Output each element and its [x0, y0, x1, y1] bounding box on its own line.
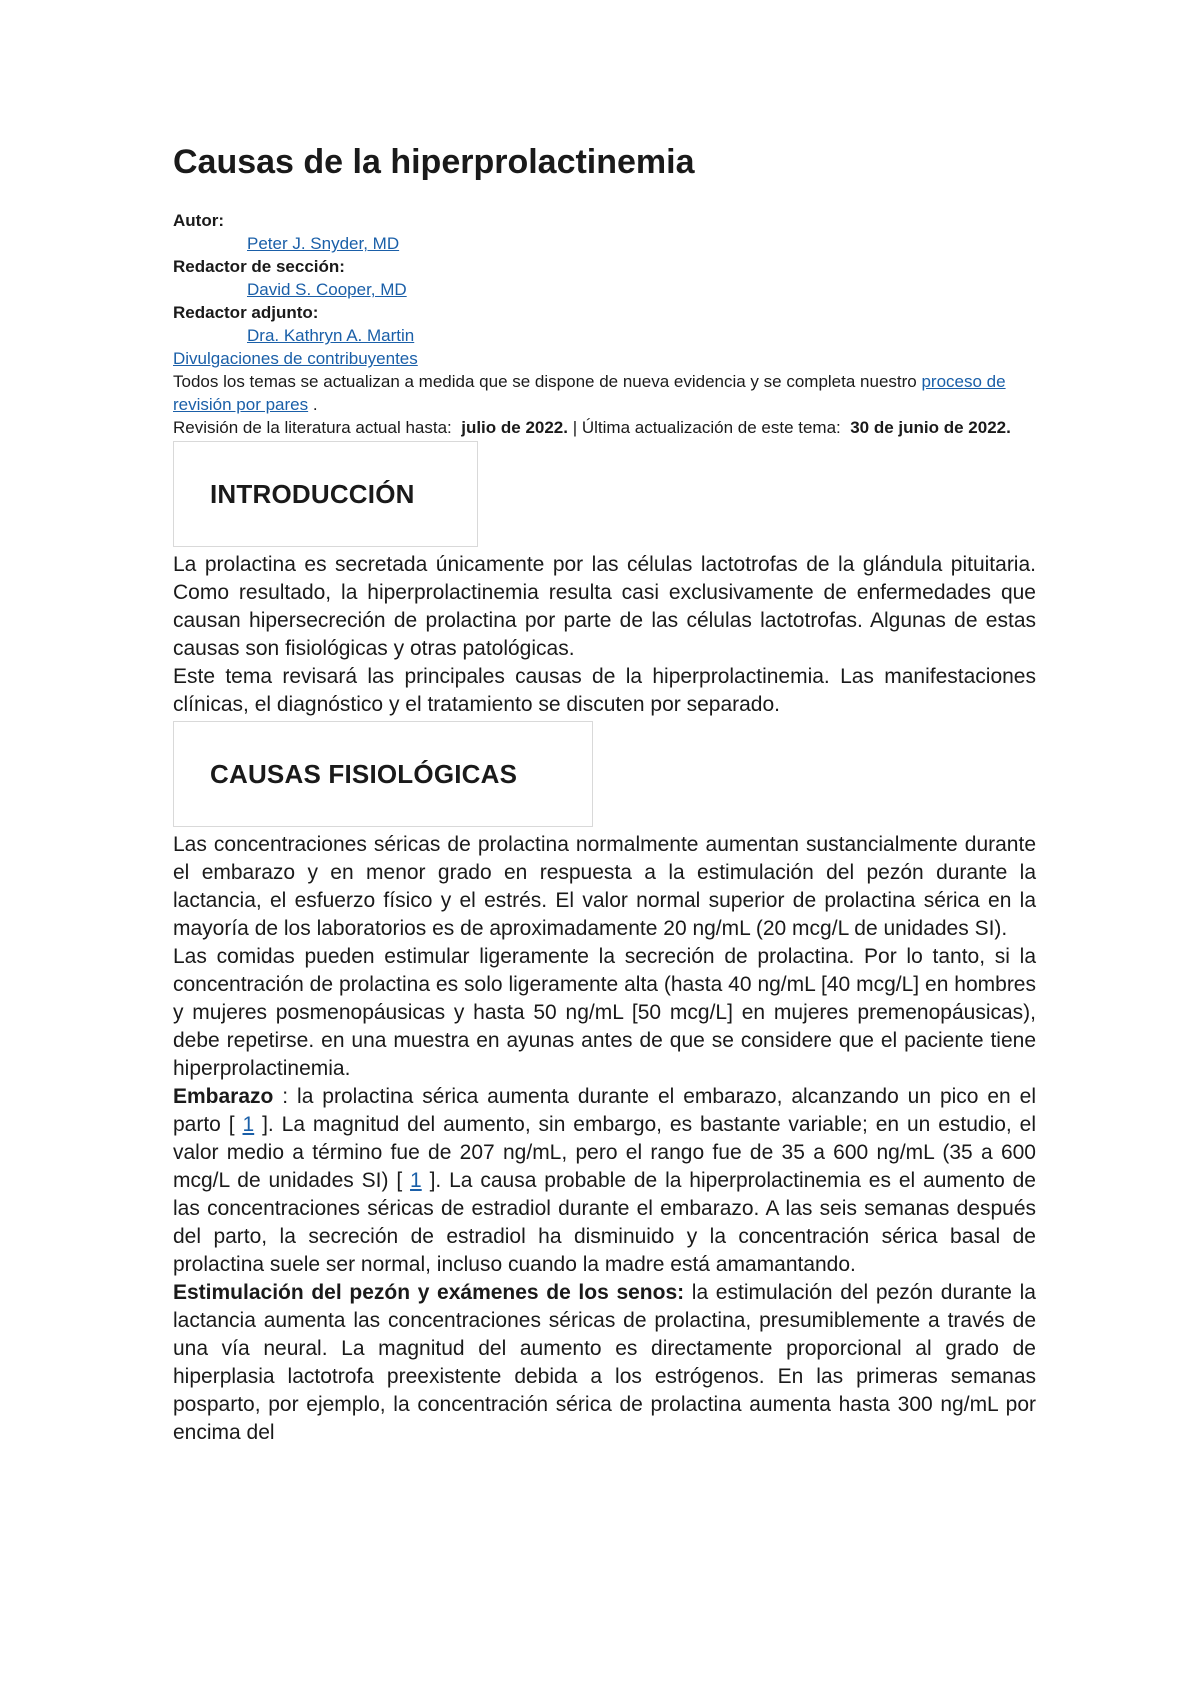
physiological-section	[173, 831, 1036, 1447]
review-date: julio de 2022.	[461, 418, 568, 438]
physiological-paragraph-1: Las concentraciones séricas de prolactina normalmente aumentan sustancialmente durante el embarazo y en menor grado en respuesta a la estimulación del pezón durante la lactancia, el esfuerzo físico y el estrés. El valor normal superior de prolactina sérica en la mayoría de los laboratorios es de aproximadamente 20 ng/mL (20 mcg/L de unidades SI).	[173, 833, 1036, 941]
pregnancy-paragraph: Embarazo : la prolactina sérica aumenta durante el embarazo, alcanzando un pico en el parto [ 1 ]. La magnitud del aumento, sin embargo, es bastante variable; en un estudio, el valor medio a término fue de 207 ng/mL, pero el rango fue de 35 a 600 ng/mL (35 a 600 mcg/L de unidades SI) [ 1 ]. La causa probable de la hiperprolactinemia es el aumento de las concentraciones séricas de estradiol durante el embarazo. A las seis semanas después del parto, la secreción de estradiol ha disminuido y la concentración sérica basal de prolactina suele ser normal, incluso cuando la madre está amamantando.	[173, 1085, 1036, 1277]
author-label: Autor:	[173, 211, 224, 231]
section-editor-link[interactable]: David S. Cooper, MD	[247, 280, 407, 300]
pregnancy-label: Embarazo	[173, 1085, 274, 1109]
citation-link-2[interactable]: 1	[410, 1169, 422, 1193]
physiological-heading-box	[173, 721, 593, 827]
nipple-stimulation-paragraph: Estimulación del pezón y exámenes de los senos: la estimulación del pezón durante la lactancia aumenta las concentraciones séricas de prolactina, presumiblemente a través de una vía neural. La magnitud del aumento es directamente proporcional al grado de hiperplasia lactotrofa preexistente debida a los estrógenos. En las primeras semanas posparto, por ejemplo, la concentración sérica de prolactina aumenta hasta 300 ng/mL por encima del	[173, 1281, 1036, 1445]
author-link[interactable]: Peter J. Snyder, MD	[247, 234, 400, 254]
intro-paragraph-2: Este tema revisará las principales causas de la hiperprolactinemia. Las manifestaciones clínicas, el diagnóstico y el tratamiento se discuten por separado.	[173, 665, 1036, 717]
deputy-editor-label: Redactor adjunto:	[173, 303, 319, 323]
physiological-heading: CAUSAS FISIOLÓGICAS	[210, 758, 518, 789]
section-editor-label: Redactor de sección:	[173, 257, 345, 277]
intro-section	[173, 551, 1036, 719]
nipple-stimulation-label: Estimulación del pezón y exámenes de los senos:	[173, 1281, 685, 1305]
intro-heading-box	[173, 441, 478, 547]
topic-metadata	[173, 209, 1036, 439]
intro-heading: INTRODUCCIÓN	[210, 478, 415, 509]
citation-link-1[interactable]: 1	[242, 1113, 255, 1137]
review-dates: Revisión de la literatura actual hasta: julio de 2022. | Última actualización de este tema: 30 de junio de 2022.	[173, 418, 1011, 438]
document-page	[173, 144, 1036, 1447]
peer-review-link[interactable]: proceso de revisión por pares	[173, 372, 1006, 415]
physiological-paragraph-2: Las comidas pueden estimular ligeramente la secreción de prolactina. Por lo tanto, si la concentración de prolactina es solo ligeramente alta (hasta 40 ng/mL [40 mcg/L] en hombres y mujeres posmenopáusicas y hasta 50 ng/mL [50 mcg/L] en mujeres premenopáusicas), debe repetirse. en una muestra en ayunas antes de que se considere que el paciente tiene hiperprolactinemia.	[173, 945, 1036, 1081]
last-update-date: 30 de junio de 2022.	[850, 418, 1011, 438]
page-title: Causas de la hiperprolactinemia	[173, 143, 695, 181]
deputy-editor-link[interactable]: Dra. Kathryn A. Martin	[247, 326, 415, 346]
intro-paragraph-1: La prolactina es secretada únicamente por las células lactotrofas de la glándula pituitaria. Como resultado, la hiperprolactinemia resulta casi exclusivamente de enfermedades que causan hipersecreción de prolactina por parte de las células lactotrofas. Algunas de estas causas son fisiológicas y otras patológicas.	[173, 553, 1036, 661]
update-notice: Todos los temas se actualizan a medida que se dispone de nueva evidencia y se completa nuestro proceso de revisión por pares .	[173, 372, 1006, 415]
disclosures-link[interactable]: Divulgaciones de contribuyentes	[173, 349, 418, 369]
